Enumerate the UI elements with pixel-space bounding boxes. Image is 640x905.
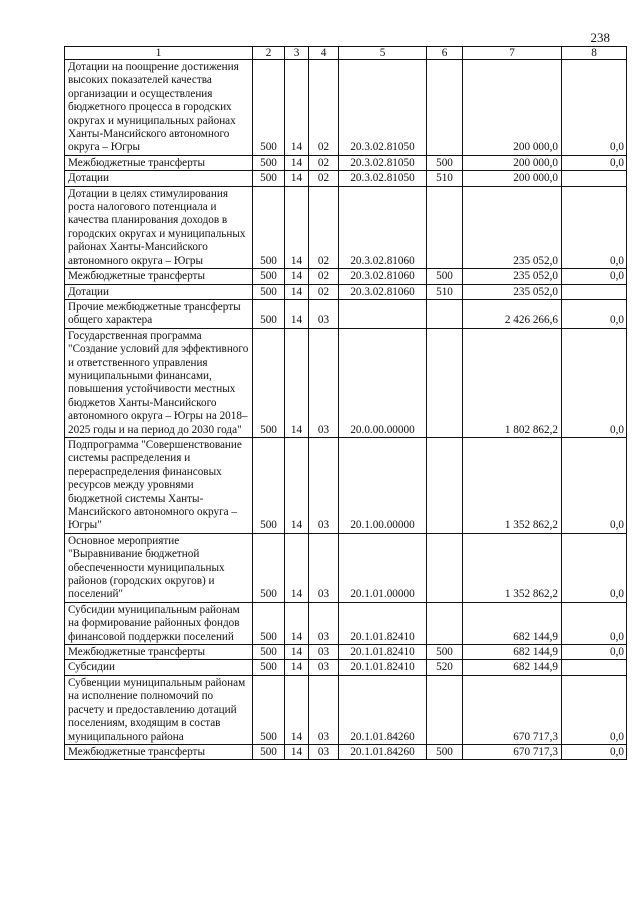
budget-table-sheet <box>64 46 624 760</box>
row-target-article-cell: 20.3.02.81050 <box>339 155 427 170</box>
column-header: 5 <box>339 47 427 60</box>
row-section-cell: 14 <box>285 171 309 186</box>
row-amount-cell: 200 000,0 <box>463 171 562 186</box>
row-name-cell: Субсидии <box>65 660 253 675</box>
table-row <box>65 328 627 437</box>
row-target-article-cell <box>339 299 427 328</box>
row-expense-type-cell <box>427 299 463 328</box>
row-expense-type-cell <box>427 437 463 533</box>
table-row <box>65 186 627 268</box>
header-row <box>65 47 627 60</box>
row-target-article-cell: 20.3.02.81060 <box>339 284 427 299</box>
row-amount2-cell: 0,0 <box>562 328 627 437</box>
row-amount-cell: 670 717,3 <box>463 675 562 744</box>
row-amount-cell: 1 352 862,2 <box>463 437 562 533</box>
row-admin-code-cell: 500 <box>253 437 285 533</box>
row-amount-cell: 200 000,0 <box>463 60 562 156</box>
budget-table <box>64 46 627 760</box>
row-admin-code-cell: 500 <box>253 186 285 268</box>
row-amount2-cell: 0,0 <box>562 155 627 170</box>
column-header: 6 <box>427 47 463 60</box>
row-expense-type-cell <box>427 602 463 644</box>
row-admin-code-cell: 500 <box>253 299 285 328</box>
row-amount2-cell: 0,0 <box>562 269 627 284</box>
row-amount2-cell: 0,0 <box>562 437 627 533</box>
row-amount-cell: 682 144,9 <box>463 645 562 660</box>
table-row <box>65 675 627 744</box>
row-section-cell: 14 <box>285 269 309 284</box>
row-expense-type-cell: 500 <box>427 744 463 759</box>
row-name-cell: Дотации на поощрение достижения высоких показателей качества организации и осуществления бюджетного процесса в городских округах и муниципальных районах Ханты-Мансийского автономного округа – Югры <box>65 60 253 156</box>
table-row <box>65 602 627 644</box>
table-header <box>65 47 627 60</box>
row-amount-cell: 682 144,9 <box>463 660 562 675</box>
table-row <box>65 533 627 602</box>
row-expense-type-cell <box>427 186 463 268</box>
column-header: 8 <box>562 47 627 60</box>
row-admin-code-cell: 500 <box>253 155 285 170</box>
row-section-cell: 14 <box>285 284 309 299</box>
row-expense-type-cell: 500 <box>427 155 463 170</box>
row-section-cell: 14 <box>285 675 309 744</box>
row-expense-type-cell <box>427 533 463 602</box>
row-amount2-cell: 0,0 <box>562 602 627 644</box>
row-section-cell: 14 <box>285 155 309 170</box>
row-target-article-cell: 20.3.02.81060 <box>339 269 427 284</box>
row-target-article-cell: 20.1.01.82410 <box>339 645 427 660</box>
row-subsection-cell: 03 <box>309 328 339 437</box>
row-amount-cell: 682 144,9 <box>463 602 562 644</box>
row-subsection-cell: 03 <box>309 533 339 602</box>
row-amount-cell: 235 052,0 <box>463 284 562 299</box>
row-admin-code-cell: 500 <box>253 284 285 299</box>
row-target-article-cell: 20.1.01.82410 <box>339 602 427 644</box>
row-amount2-cell: 0,0 <box>562 533 627 602</box>
row-target-article-cell: 20.3.02.81050 <box>339 171 427 186</box>
row-name-cell: Дотации <box>65 171 253 186</box>
row-name-cell: Прочие межбюджетные трансферты общего характера <box>65 299 253 328</box>
row-subsection-cell: 03 <box>309 437 339 533</box>
row-amount-cell: 235 052,0 <box>463 269 562 284</box>
row-amount2-cell <box>562 660 627 675</box>
row-expense-type-cell <box>427 675 463 744</box>
row-target-article-cell: 20.3.02.81060 <box>339 186 427 268</box>
row-amount2-cell: 0,0 <box>562 744 627 759</box>
row-amount-cell: 2 426 266,6 <box>463 299 562 328</box>
row-amount2-cell: 0,0 <box>562 299 627 328</box>
row-section-cell: 14 <box>285 602 309 644</box>
column-header: 1 <box>65 47 253 60</box>
row-subsection-cell: 03 <box>309 602 339 644</box>
row-target-article-cell: 20.3.02.81050 <box>339 60 427 156</box>
table-row <box>65 437 627 533</box>
row-expense-type-cell: 500 <box>427 645 463 660</box>
row-amount-cell: 1 352 862,2 <box>463 533 562 602</box>
row-admin-code-cell: 500 <box>253 269 285 284</box>
row-subsection-cell: 02 <box>309 155 339 170</box>
row-subsection-cell: 03 <box>309 744 339 759</box>
column-header: 4 <box>309 47 339 60</box>
row-amount-cell: 670 717,3 <box>463 744 562 759</box>
row-subsection-cell: 03 <box>309 675 339 744</box>
row-admin-code-cell: 500 <box>253 60 285 156</box>
row-name-cell: Основное мероприятие "Выравнивание бюджетной обеспеченности муниципальных районов (городских округов) и поселений" <box>65 533 253 602</box>
table-row <box>65 645 627 660</box>
row-expense-type-cell <box>427 328 463 437</box>
row-expense-type-cell: 510 <box>427 284 463 299</box>
row-amount2-cell: 0,0 <box>562 675 627 744</box>
row-name-cell: Межбюджетные трансферты <box>65 155 253 170</box>
column-header: 3 <box>285 47 309 60</box>
row-section-cell: 14 <box>285 744 309 759</box>
row-target-article-cell: 20.1.01.84260 <box>339 744 427 759</box>
row-admin-code-cell: 500 <box>253 533 285 602</box>
page-number: 238 <box>590 30 610 45</box>
row-target-article-cell: 20.1.00.00000 <box>339 437 427 533</box>
row-name-cell: Дотации <box>65 284 253 299</box>
row-section-cell: 14 <box>285 660 309 675</box>
table-row <box>65 284 627 299</box>
table-row <box>65 660 627 675</box>
row-name-cell: Межбюджетные трансферты <box>65 645 253 660</box>
row-section-cell: 14 <box>285 645 309 660</box>
row-name-cell: Межбюджетные трансферты <box>65 269 253 284</box>
row-admin-code-cell: 500 <box>253 645 285 660</box>
row-target-article-cell: 20.1.01.84260 <box>339 675 427 744</box>
table-body <box>65 60 627 760</box>
row-subsection-cell: 02 <box>309 284 339 299</box>
row-name-cell: Субвенции муниципальным районам на исполнение полномочий по расчету и предоставлению дотаций поселениям, входящим в состав муниципального района <box>65 675 253 744</box>
row-name-cell: Дотации в целях стимулирования роста налогового потенциала и качества планирования доходов в городских округах и муниципальных районах Ханты-Мансийского автономного округа – Югры <box>65 186 253 268</box>
page-left-margin <box>0 0 10 905</box>
row-target-article-cell: 20.1.01.82410 <box>339 660 427 675</box>
row-admin-code-cell: 500 <box>253 171 285 186</box>
row-section-cell: 14 <box>285 60 309 156</box>
row-admin-code-cell: 500 <box>253 660 285 675</box>
row-amount-cell: 200 000,0 <box>463 155 562 170</box>
row-name-cell: Государственная программа "Создание условий для эффективного и ответственного управления муниципальными финансами, повышения устойчивости местных бюджетов Ханты-Мансийского автономного округа – Югры на 2018–2025 годы и на период до 2030 года" <box>65 328 253 437</box>
table-row <box>65 269 627 284</box>
row-amount-cell: 235 052,0 <box>463 186 562 268</box>
table-row <box>65 171 627 186</box>
row-admin-code-cell: 500 <box>253 602 285 644</box>
column-header: 7 <box>463 47 562 60</box>
row-expense-type-cell <box>427 60 463 156</box>
row-name-cell: Субсидии муниципальным районам на формирование районных фондов финансовой поддержки поселений <box>65 602 253 644</box>
row-amount2-cell: 0,0 <box>562 60 627 156</box>
row-subsection-cell: 03 <box>309 645 339 660</box>
row-amount2-cell: 0,0 <box>562 645 627 660</box>
row-subsection-cell: 03 <box>309 660 339 675</box>
row-admin-code-cell: 500 <box>253 744 285 759</box>
row-target-article-cell: 20.1.01.00000 <box>339 533 427 602</box>
row-section-cell: 14 <box>285 533 309 602</box>
column-header: 2 <box>253 47 285 60</box>
row-expense-type-cell: 520 <box>427 660 463 675</box>
row-amount2-cell <box>562 284 627 299</box>
row-subsection-cell: 03 <box>309 299 339 328</box>
row-subsection-cell: 02 <box>309 171 339 186</box>
table-row <box>65 155 627 170</box>
row-subsection-cell: 02 <box>309 186 339 268</box>
row-subsection-cell: 02 <box>309 60 339 156</box>
row-amount-cell: 1 802 862,2 <box>463 328 562 437</box>
row-expense-type-cell: 500 <box>427 269 463 284</box>
row-admin-code-cell: 500 <box>253 328 285 437</box>
row-target-article-cell: 20.0.00.00000 <box>339 328 427 437</box>
row-expense-type-cell: 510 <box>427 171 463 186</box>
row-amount2-cell <box>562 171 627 186</box>
table-row <box>65 744 627 759</box>
row-name-cell: Межбюджетные трансферты <box>65 744 253 759</box>
row-amount2-cell: 0,0 <box>562 186 627 268</box>
row-admin-code-cell: 500 <box>253 675 285 744</box>
row-section-cell: 14 <box>285 437 309 533</box>
table-row <box>65 60 627 156</box>
row-section-cell: 14 <box>285 186 309 268</box>
row-name-cell: Подпрограмма "Совершенствование системы распределения и перераспределения финансовых ресурсов между уровнями бюджетной системы Ханты-Мансийского автономного округа – Югры" <box>65 437 253 533</box>
row-subsection-cell: 02 <box>309 269 339 284</box>
row-section-cell: 14 <box>285 328 309 437</box>
table-row <box>65 299 627 328</box>
row-section-cell: 14 <box>285 299 309 328</box>
